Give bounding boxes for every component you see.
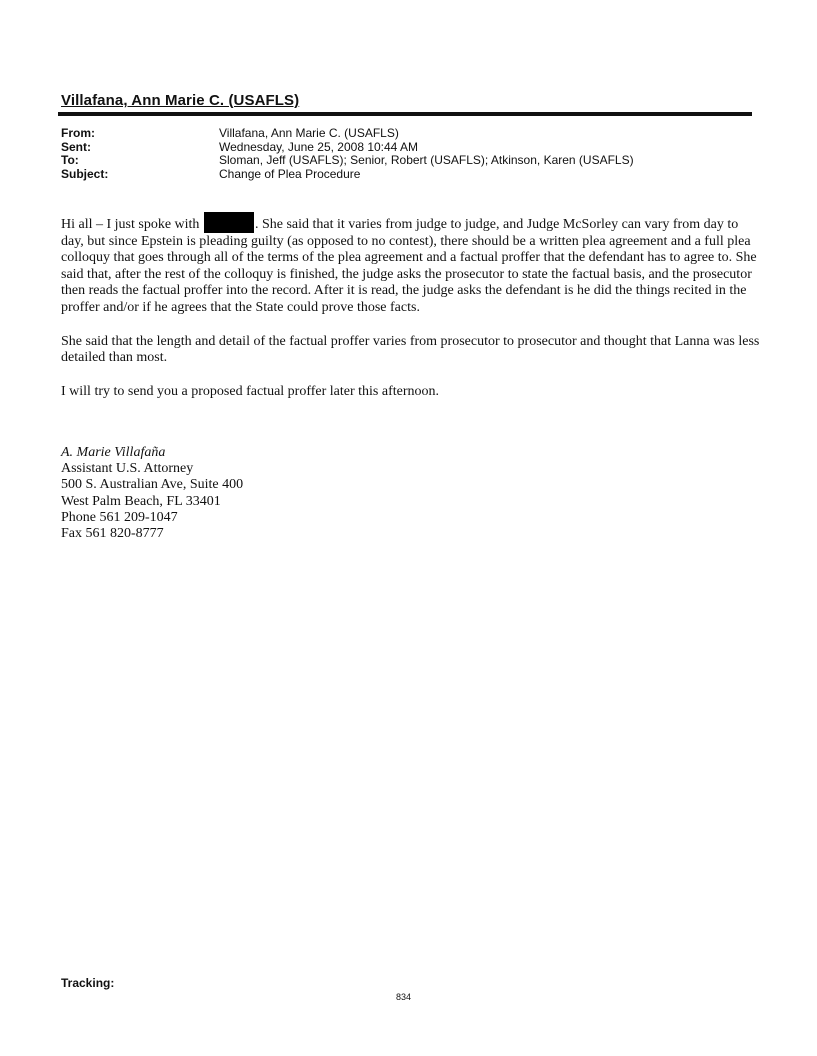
subject-row <box>61 168 634 182</box>
body-paragraph-1-rest: . She said that it varies from judge to judge, and Judge McSorley can vary from day to day, but since Epstein is pleading guilty (as opposed to no contest), there should be a written plea agreement and a full plea colloquy that goes through all of the terms of the plea agreement and a factual proffer that the defendant has to agree to. She said that, after the rest of the colloquy is finished, the judge asks the prosecutor to state the factual basis, and the prosecutor then reads the factual proffer into the record. After it is read, the judge asks the defendant is he did the things recited in the proffer and/or if he agrees that the State could prove those facts. <box>61 217 757 315</box>
heading-divider <box>58 112 752 116</box>
to-value: Sloman, Jeff (USAFLS); Senior, Robert (USAFLS); Atkinson, Karen (USAFLS) <box>219 153 634 167</box>
redaction-block <box>204 212 254 233</box>
from-label: From: <box>61 126 95 140</box>
email-header <box>61 127 634 181</box>
body-paragraph-1-start: Hi all – I just spoke with <box>61 217 200 232</box>
signature-block <box>61 445 243 542</box>
email-body <box>61 212 761 417</box>
tracking-label: Tracking: <box>61 976 115 990</box>
body-paragraph-2: She said that the length and detail of the factual proffer varies from prosecutor to prosecutor and thought that Lanna was less detailed than most. <box>61 333 760 366</box>
signature-address-line-2: West Palm Beach, FL 33401 <box>61 493 221 509</box>
sent-value: Wednesday, June 25, 2008 10:44 AM <box>219 139 419 154</box>
subject-value: Change of Plea Procedure <box>219 166 361 181</box>
body-paragraph-1 <box>61 212 761 317</box>
sent-label: Sent: <box>61 139 91 154</box>
to-row <box>61 154 634 168</box>
subject-label: Subject: <box>61 166 109 181</box>
signature-phone: Phone 561 209-1047 <box>61 509 178 525</box>
signature-name: A. Marie Villafaña <box>61 445 166 460</box>
signature-fax: Fax 561 820-8777 <box>61 526 164 542</box>
signature-address-line-1: 500 S. Australian Ave, Suite 400 <box>61 477 244 493</box>
to-label: To: <box>61 153 79 167</box>
from-value: Villafana, Ann Marie C. (USAFLS) <box>219 126 399 140</box>
sent-row <box>61 141 634 155</box>
body-paragraph-3: I will try to send you a proposed factual proffer later this afternoon. <box>61 383 440 399</box>
page-number: 834 <box>396 992 412 1002</box>
from-row <box>61 127 634 141</box>
signature-title: Assistant U.S. Attorney <box>61 461 194 477</box>
sender-heading: Villafana, Ann Marie C. (USAFLS) <box>61 92 300 109</box>
